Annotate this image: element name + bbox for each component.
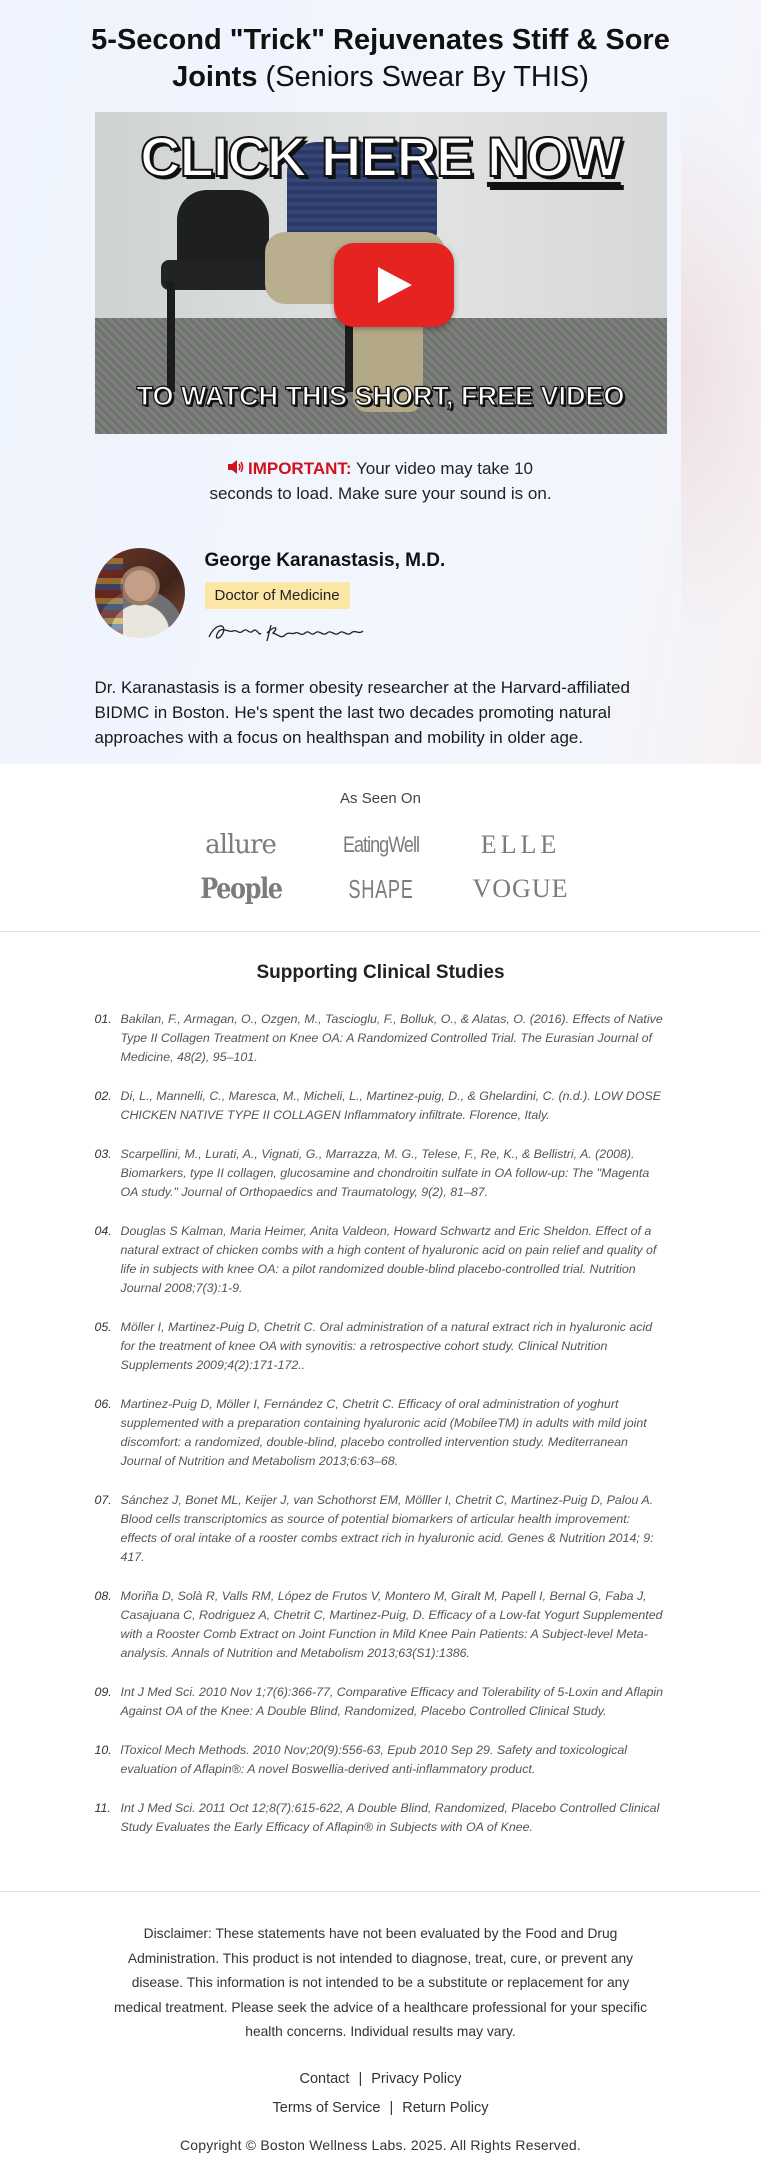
- list-item: [95, 1799, 667, 1837]
- list-item: [95, 1741, 667, 1779]
- headline-light: (Seniors Swear By THIS): [265, 61, 589, 93]
- copyright: Copyright © Boston Wellness Labs. 2025. All Rights Reserved.: [179, 2136, 582, 2153]
- page-headline: [71, 22, 691, 96]
- list-item: [95, 1087, 667, 1125]
- study-citation: Sánchez J, Bonet ML, Keijer J, van Schothorst EM, Mölller I, Chetrit C, Martinez-Puig D, Palou A. Blood cells transcriptomics as source of potential biomarkers of articular health improvement: effects of oral intake of a rooster combs extract rich in hyaluronic acid. Genes & Nutrition 2014; 9: 417.: [120, 1493, 654, 1564]
- study-number: 09.: [94, 1685, 112, 1699]
- link-separator: |: [358, 2070, 363, 2087]
- shape-logo: SHAPE: [347, 874, 414, 904]
- elle-logo: ELLE: [480, 830, 561, 859]
- study-number: 08.: [94, 1589, 112, 1603]
- notice-text: Your video may take 10 seconds to load. Make sure your sound is on.: [209, 459, 552, 503]
- study-number: 05.: [94, 1320, 112, 1334]
- page-footer: [0, 1892, 761, 2181]
- chair-leg: [167, 282, 175, 392]
- people-logo: People: [199, 872, 282, 905]
- vogue-logo: VOGUE: [472, 874, 569, 903]
- speaker-icon: [228, 456, 244, 481]
- video-cta-top[interactable]: [95, 124, 667, 189]
- list-item: [95, 1395, 667, 1471]
- avatar-background: [95, 548, 123, 638]
- privacy-policy-link[interactable]: Privacy Policy: [371, 2070, 462, 2087]
- clinical-studies-section: [0, 932, 761, 1892]
- hero-section: [0, 0, 761, 764]
- press-logos: [171, 829, 591, 905]
- study-citation: Di, L., Mannelli, C., Maresca, M., Micheli, L., Martinez-puig, D., & Ghelardini, C. (n.d.). LOW DOSE CHICKEN NATIVE TYPE II COLLAGEN Inflammatory infiltrate. Florence, Italy.: [120, 1089, 662, 1122]
- list-item: [95, 1318, 667, 1375]
- list-item: [95, 1145, 667, 1202]
- footer-links-row: [0, 2094, 761, 2123]
- notice-label: IMPORTANT:: [247, 459, 352, 478]
- study-citation: Scarpellini, M., Lurati, A., Vignati, G., Marrazza, M. G., Telese, F., Re, K., & Bellistri, A. (2008). Biomarkers, type II collagen, glucosamine and chondroitin sulfate in OA follow-up: The "Magenta OA study." Journal of Orthopaedics and Traumatology, 9(2), 81–87.: [120, 1147, 650, 1199]
- eatingwell-logo: EatingWell: [342, 832, 419, 857]
- fda-disclaimer: Disclaimer: These statements have not been evaluated by the Food and Drug Administration. This product is not intended to diagnose, treat, cure, or prevent any disease. This information is not intended to be a substitute or replacement for any medical treatment. Please seek the advice of a healthcare professional for your specific health concerns. Individual results may vary.: [114, 1926, 647, 2039]
- contact-link[interactable]: Contact: [299, 2070, 350, 2087]
- study-citation: Int J Med Sci. 2010 Nov 1;7(6):366-77, Comparative Efficacy and Tolerability of 5-Loxin and Aflapin Against OA of the Knee: A Double Blind, Randomized, Placebo Controlled Clinical Study.: [120, 1685, 663, 1718]
- author-card: [95, 548, 667, 645]
- study-citation: Moriña D, Solà R, Valls RM, López de Frutos V, Montero M, Giralt M, Papell I, Bernal G, Faba J, Casajuana C, Rodriguez A, Chetrit C, Martinez-Puig, D. Efficacy of a Low-fat Yogurt Supplemented with a Rooster Comb Extract on Joint Function in Mild Knee Pain Patients: A Subject-level Meta-analysis. Annals of Nutrition and Metabolism 2013;63(S1):1386.: [120, 1589, 663, 1660]
- video-player[interactable]: [95, 112, 667, 434]
- study-list: [95, 1010, 667, 1837]
- cta-top-prefix: CLICK HERE: [140, 125, 473, 188]
- list-item: [95, 1491, 667, 1567]
- list-item: [95, 1587, 667, 1663]
- study-number: 04.: [94, 1224, 112, 1238]
- sound-notice: [201, 456, 561, 506]
- footer-links: [0, 2065, 761, 2123]
- study-citation: Bakilan, F., Armagan, O., Ozgen, M., Tascioglu, F., Bolluk, O., & Alatas, O. (2016). Effects of Native Type II Collagen Treatment on Knee OA: A Randomized Controlled Trial. The Eurasian Journal of Medicine, 48(2), 95–101.: [120, 1012, 663, 1064]
- study-number: 07.: [94, 1493, 112, 1507]
- cta-top-emphasis: NOW: [486, 125, 621, 188]
- author-signature: [205, 619, 446, 645]
- study-citation: Int J Med Sci. 2011 Oct 12;8(7):615-622, A Double Blind, Randomized, Placebo Controlled Clinical Study Evaluates the Early Efficacy of Aflapin® in Subjects with OA of Knee.: [120, 1801, 660, 1834]
- video-cta-bottom[interactable]: TO WATCH THIS SHORT, FREE VIDEO: [136, 381, 625, 411]
- as-seen-on-title: As Seen On: [340, 790, 421, 807]
- study-number: 03.: [94, 1147, 112, 1161]
- study-number: 01.: [94, 1012, 112, 1026]
- list-item: [95, 1222, 667, 1298]
- headline-bold: 5-Second "Trick" Rejuvenates Stiff & Sore Joints: [91, 24, 670, 93]
- study-citation: Möller I, Martinez-Puig D, Chetrit C. Oral administration of a natural extract rich in hyaluronic acid for the treatment of knee OA with synovitis: a retrospective cohort study. Clinical Nutrition Supplements 2009;4(2):171-172..: [120, 1320, 653, 1372]
- list-item: [95, 1010, 667, 1067]
- footer-links-row: [0, 2065, 761, 2094]
- youtube-play-icon[interactable]: [334, 243, 454, 327]
- link-separator: |: [389, 2099, 394, 2116]
- return-policy-link[interactable]: Return Policy: [402, 2099, 489, 2116]
- author-name: George Karanastasis, M.D.: [204, 550, 446, 571]
- study-citation: Martinez-Puig D, Möller I, Fernández C, Chetrit C. Efficacy of oral administration of yoghurt supplemented with a preparation containing hyaluronic acid (MobileeTM) in adults with mild joint discomfort: a randomized, double-blind, placebo controlled intervention study. Mediterranean Journal of Nutrition and Metabolism 2013;6:63–68.: [120, 1397, 647, 1468]
- allure-logo: allure: [205, 830, 276, 860]
- study-number: 11.: [94, 1801, 111, 1815]
- study-number: 06.: [94, 1397, 112, 1411]
- list-item: [95, 1683, 667, 1721]
- author-bio: Dr. Karanastasis is a former obesity researcher at the Harvard-affiliated BIDMC in Boston. He's spent the last two decades promoting natural approaches with a focus on healthspan and mobility in older age.: [94, 678, 630, 747]
- as-seen-on-section: [0, 764, 761, 932]
- study-number: 02.: [94, 1089, 112, 1103]
- terms-of-service-link[interactable]: Terms of Service: [272, 2099, 381, 2116]
- studies-title: Supporting Clinical Studies: [256, 962, 505, 983]
- study-citation: Douglas S Kalman, Maria Heimer, Anita Valdeon, Howard Schwartz and Eric Sheldon. Effect of a natural extract of chicken combs with a high content of hyaluronic acid on pain relief and quality of life in subjects with knee OA: a pilot randomized double-blind placebo-controlled trial. Nutrition Journal 2008;7(3):1-9.: [120, 1224, 657, 1295]
- study-citation: lToxicol Mech Methods. 2010 Nov;20(9):556-63, Epub 2010 Sep 29. Safety and toxicological evaluation of Aflapin®: A novel Boswellia-derived anti-inflammatory product.: [120, 1743, 627, 1776]
- background-blob: [681, 90, 761, 650]
- author-title-badge: Doctor of Medicine: [205, 582, 350, 609]
- author-info: [205, 548, 446, 645]
- avatar: [95, 548, 185, 638]
- study-number: 10.: [94, 1743, 112, 1757]
- play-triangle-icon: [378, 267, 412, 303]
